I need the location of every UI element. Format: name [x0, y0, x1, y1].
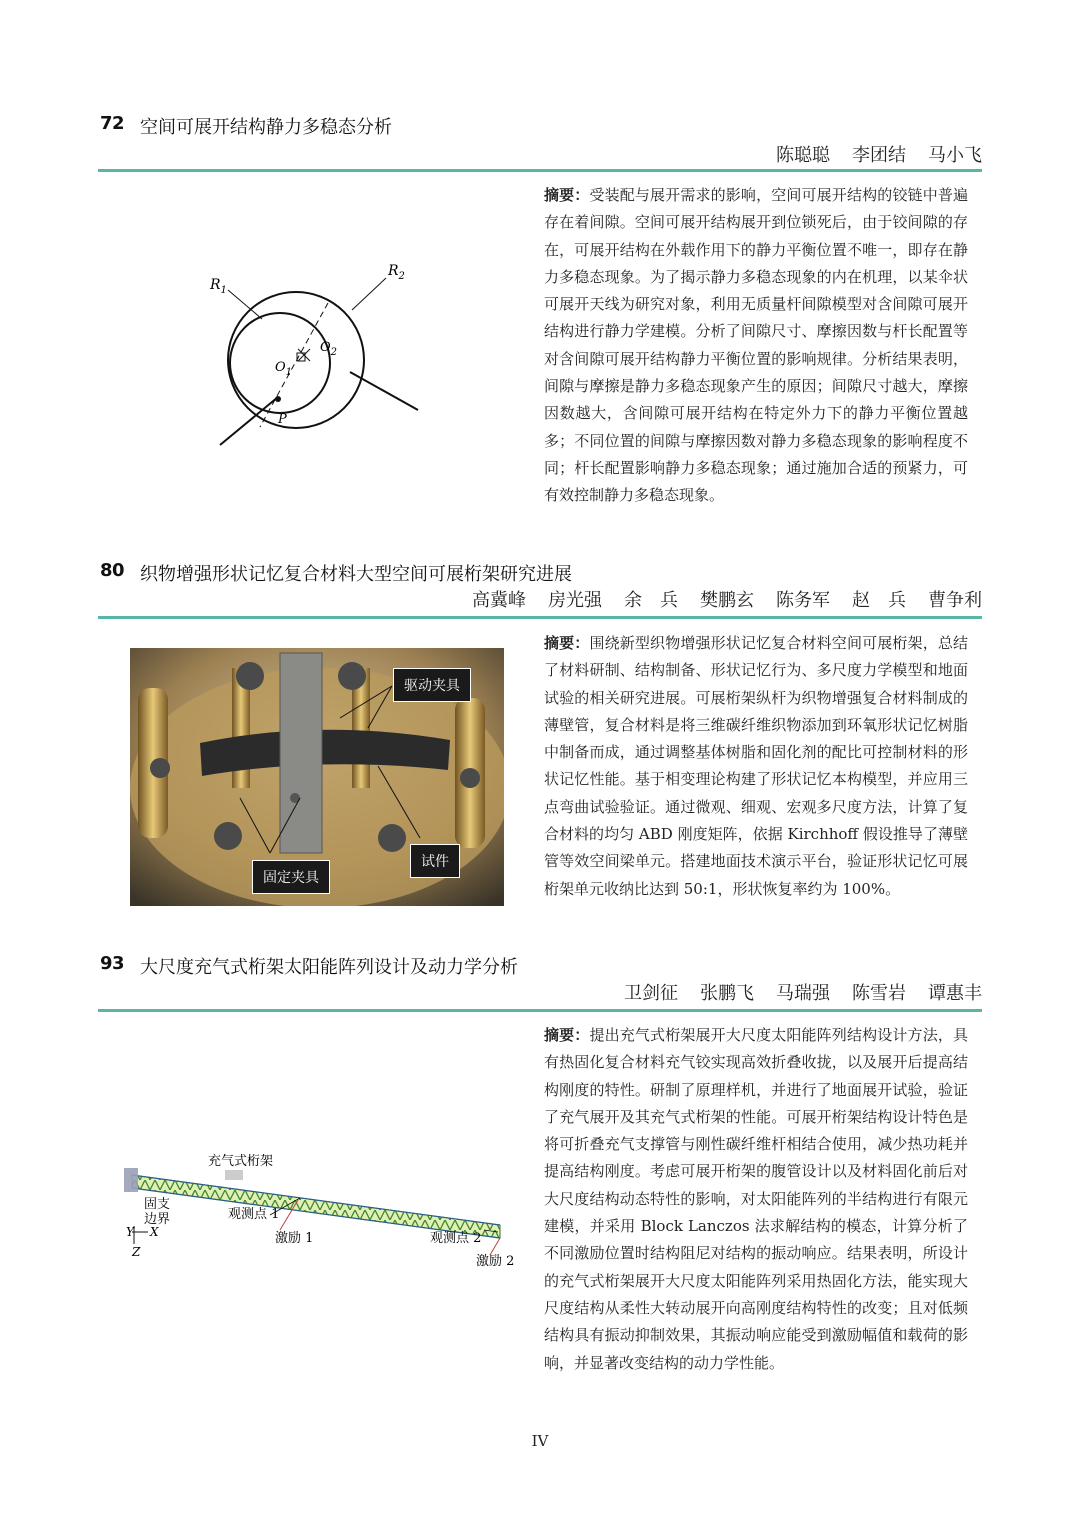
abstract-label: 摘要： [544, 634, 590, 652]
o1-label: $O_1$ [275, 360, 293, 378]
abstract-text: 受装配与展开需求的影响，空间可展开结构的铰链中普遍存在着间隙。空间可展开结构展开到位锁死后，由于铰间隙的存在，可展开结构在外载作用下的静力平衡位置不唯一，即存在静力多稳态现象。为了揭示静力多稳态现象的内在机理，以某伞状可展开天线为研究对象，利用无质量杆间隙模型对含间隙可展开结构进行静力学建模。分析了间隙尺寸、摩擦因数与杆长配置等对含间隙可展开结构静力平衡位置的影响规律。分析结果表明，间隙与摩擦是静力多稳态现象产生的原因；间隙尺寸越大，摩擦因数越大，含间隙可展开结构在特定外力下的静力平衡位置越多；不同位置的间隙与摩擦因数对静力多稳态现象的影响程度不同；杆长配置影响静力多稳态现象；通过施加合适的预紧力，可有效控制静力多稳态现象。 [544, 186, 968, 505]
abstract [544, 1022, 968, 1377]
fixed-boundary-label: 边界 [144, 1212, 171, 1227]
o2-label: $O_2$ [320, 340, 338, 358]
truss-label: 充气式桁架 [208, 1154, 274, 1169]
axis-x-label: X [150, 1225, 159, 1239]
drive-clamp-label: 驱动夹具 [393, 668, 471, 702]
author: 房光强 [548, 590, 602, 611]
article-title: 大尺度充气式桁架太阳能阵列设计及动力学分析 [140, 957, 518, 978]
author: 马小飞 [928, 145, 982, 166]
author-list [602, 979, 982, 1005]
author: 余 兵 [624, 590, 678, 611]
author: 李团结 [852, 145, 906, 166]
fixed-clamp-label: 固定夹具 [252, 860, 330, 894]
clamp-photo [130, 648, 504, 906]
contact-point [275, 396, 281, 402]
author: 樊鹏玄 [700, 590, 754, 611]
bar-right [350, 372, 418, 410]
bar-left [220, 397, 278, 445]
author: 谭惠丰 [928, 983, 982, 1004]
truss-fem-figure [120, 1150, 520, 1270]
excite-1-label: 激励 1 [275, 1231, 314, 1246]
axis-y-label: Y [126, 1225, 134, 1239]
excite-2-label: 激励 2 [476, 1254, 515, 1269]
center-line [260, 303, 328, 427]
observe-point-1-label: 观测点 1 [228, 1207, 280, 1222]
r2-leader [352, 278, 386, 310]
author: 陈雪岩 [852, 983, 906, 1004]
abstract [544, 630, 968, 903]
section-divider [98, 616, 982, 619]
axis-z-label: Z [132, 1245, 141, 1259]
author: 张鹏飞 [700, 983, 754, 1004]
author: 高冀峰 [472, 590, 526, 611]
clearance-diagram [200, 255, 420, 455]
article-title: 空间可展开结构静力多稳态分析 [140, 117, 392, 138]
author: 陈务军 [776, 590, 830, 611]
abstract [544, 182, 968, 510]
page-number: IV [531, 1432, 549, 1450]
section-divider [98, 169, 982, 172]
article-number: 80 [100, 560, 125, 581]
author: 卫剑征 [624, 983, 678, 1004]
observe-point-2-label: 观测点 2 [430, 1231, 482, 1246]
r2-label: $R_2$ [388, 263, 405, 282]
author: 赵 兵 [852, 590, 906, 611]
abstract-text: 围绕新型织物增强形状记忆复合材料空间可展桁架，总结了材料研制、结构制备、形状记忆行为、多尺度力学模型和地面试验的相关研究进展。可展桁架纵杆为织物增强复合材料制成的薄壁管，复合材料是将三维碳纤维织物添加到环氧形状记忆树脂中制备而成，通过调整基体树脂和固化剂的配比可控制材料的形状记忆性能。基于相变理论构建了形状记忆本构模型，并应用三点弯曲试验验证。通过微观、细观、宏观多尺度方法，计算了复合材料的均匀 ABD 刚度矩阵，依据 Kirchhoff 假设推导了薄壁管等效空间梁单元。搭建地面技术演示平台，验证形状记忆可展桁架单元收纳比达到 50:1，形状恢复率约为 100%。 [544, 634, 968, 898]
author: 陈聪聪 [776, 145, 830, 166]
abstract-label: 摘要： [544, 1026, 590, 1044]
fixed-boundary-label: 固支 [144, 1197, 171, 1212]
article-number: 93 [100, 953, 125, 974]
author: 曹争利 [928, 590, 982, 611]
author: 马瑞强 [776, 983, 830, 1004]
specimen-label: 试件 [410, 844, 460, 878]
author-list [450, 586, 982, 612]
article-number: 72 [100, 113, 125, 134]
r1-label: $R_1$ [210, 277, 227, 296]
abstract-text: 提出充气式桁架展开大尺度太阳能阵列结构设计方法，具有热固化复合材料充气铰实现高效折叠收拢，以及展开后提高结构刚度的特性。研制了原理样机，并进行了地面展开试验，验证了充气展开及其充气式桁架的性能。可展开桁架结构设计特色是将可折叠充气支撑管与刚性碳纤维杆相结合使用，减少热功耗并提高结构刚度。考虑可展开桁架的腹管设计以及材料固化前后对大尺度结构动态特性的影响，对太阳能阵列的半结构进行有限元建模，并采用 Block Lanczos 法求解结构的模态，计算分析了不同激励位置时结构阻尼对结构的振动响应。结果表明，所设计的充气式桁架展开大尺度太阳能阵列采用热固化方法，能实现大尺度结构从柔性大转动展开向高刚度结构特性的改变；且对低频结构具有振动抑制效果，其振动响应能受到激励幅值和载荷的影响，并显著改变结构的动力学性能。 [544, 1026, 968, 1372]
section-divider [98, 1009, 982, 1012]
p-label: P [278, 412, 287, 427]
outer-circle [228, 292, 364, 428]
abstract-label: 摘要： [544, 186, 590, 204]
author-list [754, 141, 982, 167]
article-title: 织物增强形状记忆复合材料大型空间可展桁架研究进展 [140, 564, 572, 585]
